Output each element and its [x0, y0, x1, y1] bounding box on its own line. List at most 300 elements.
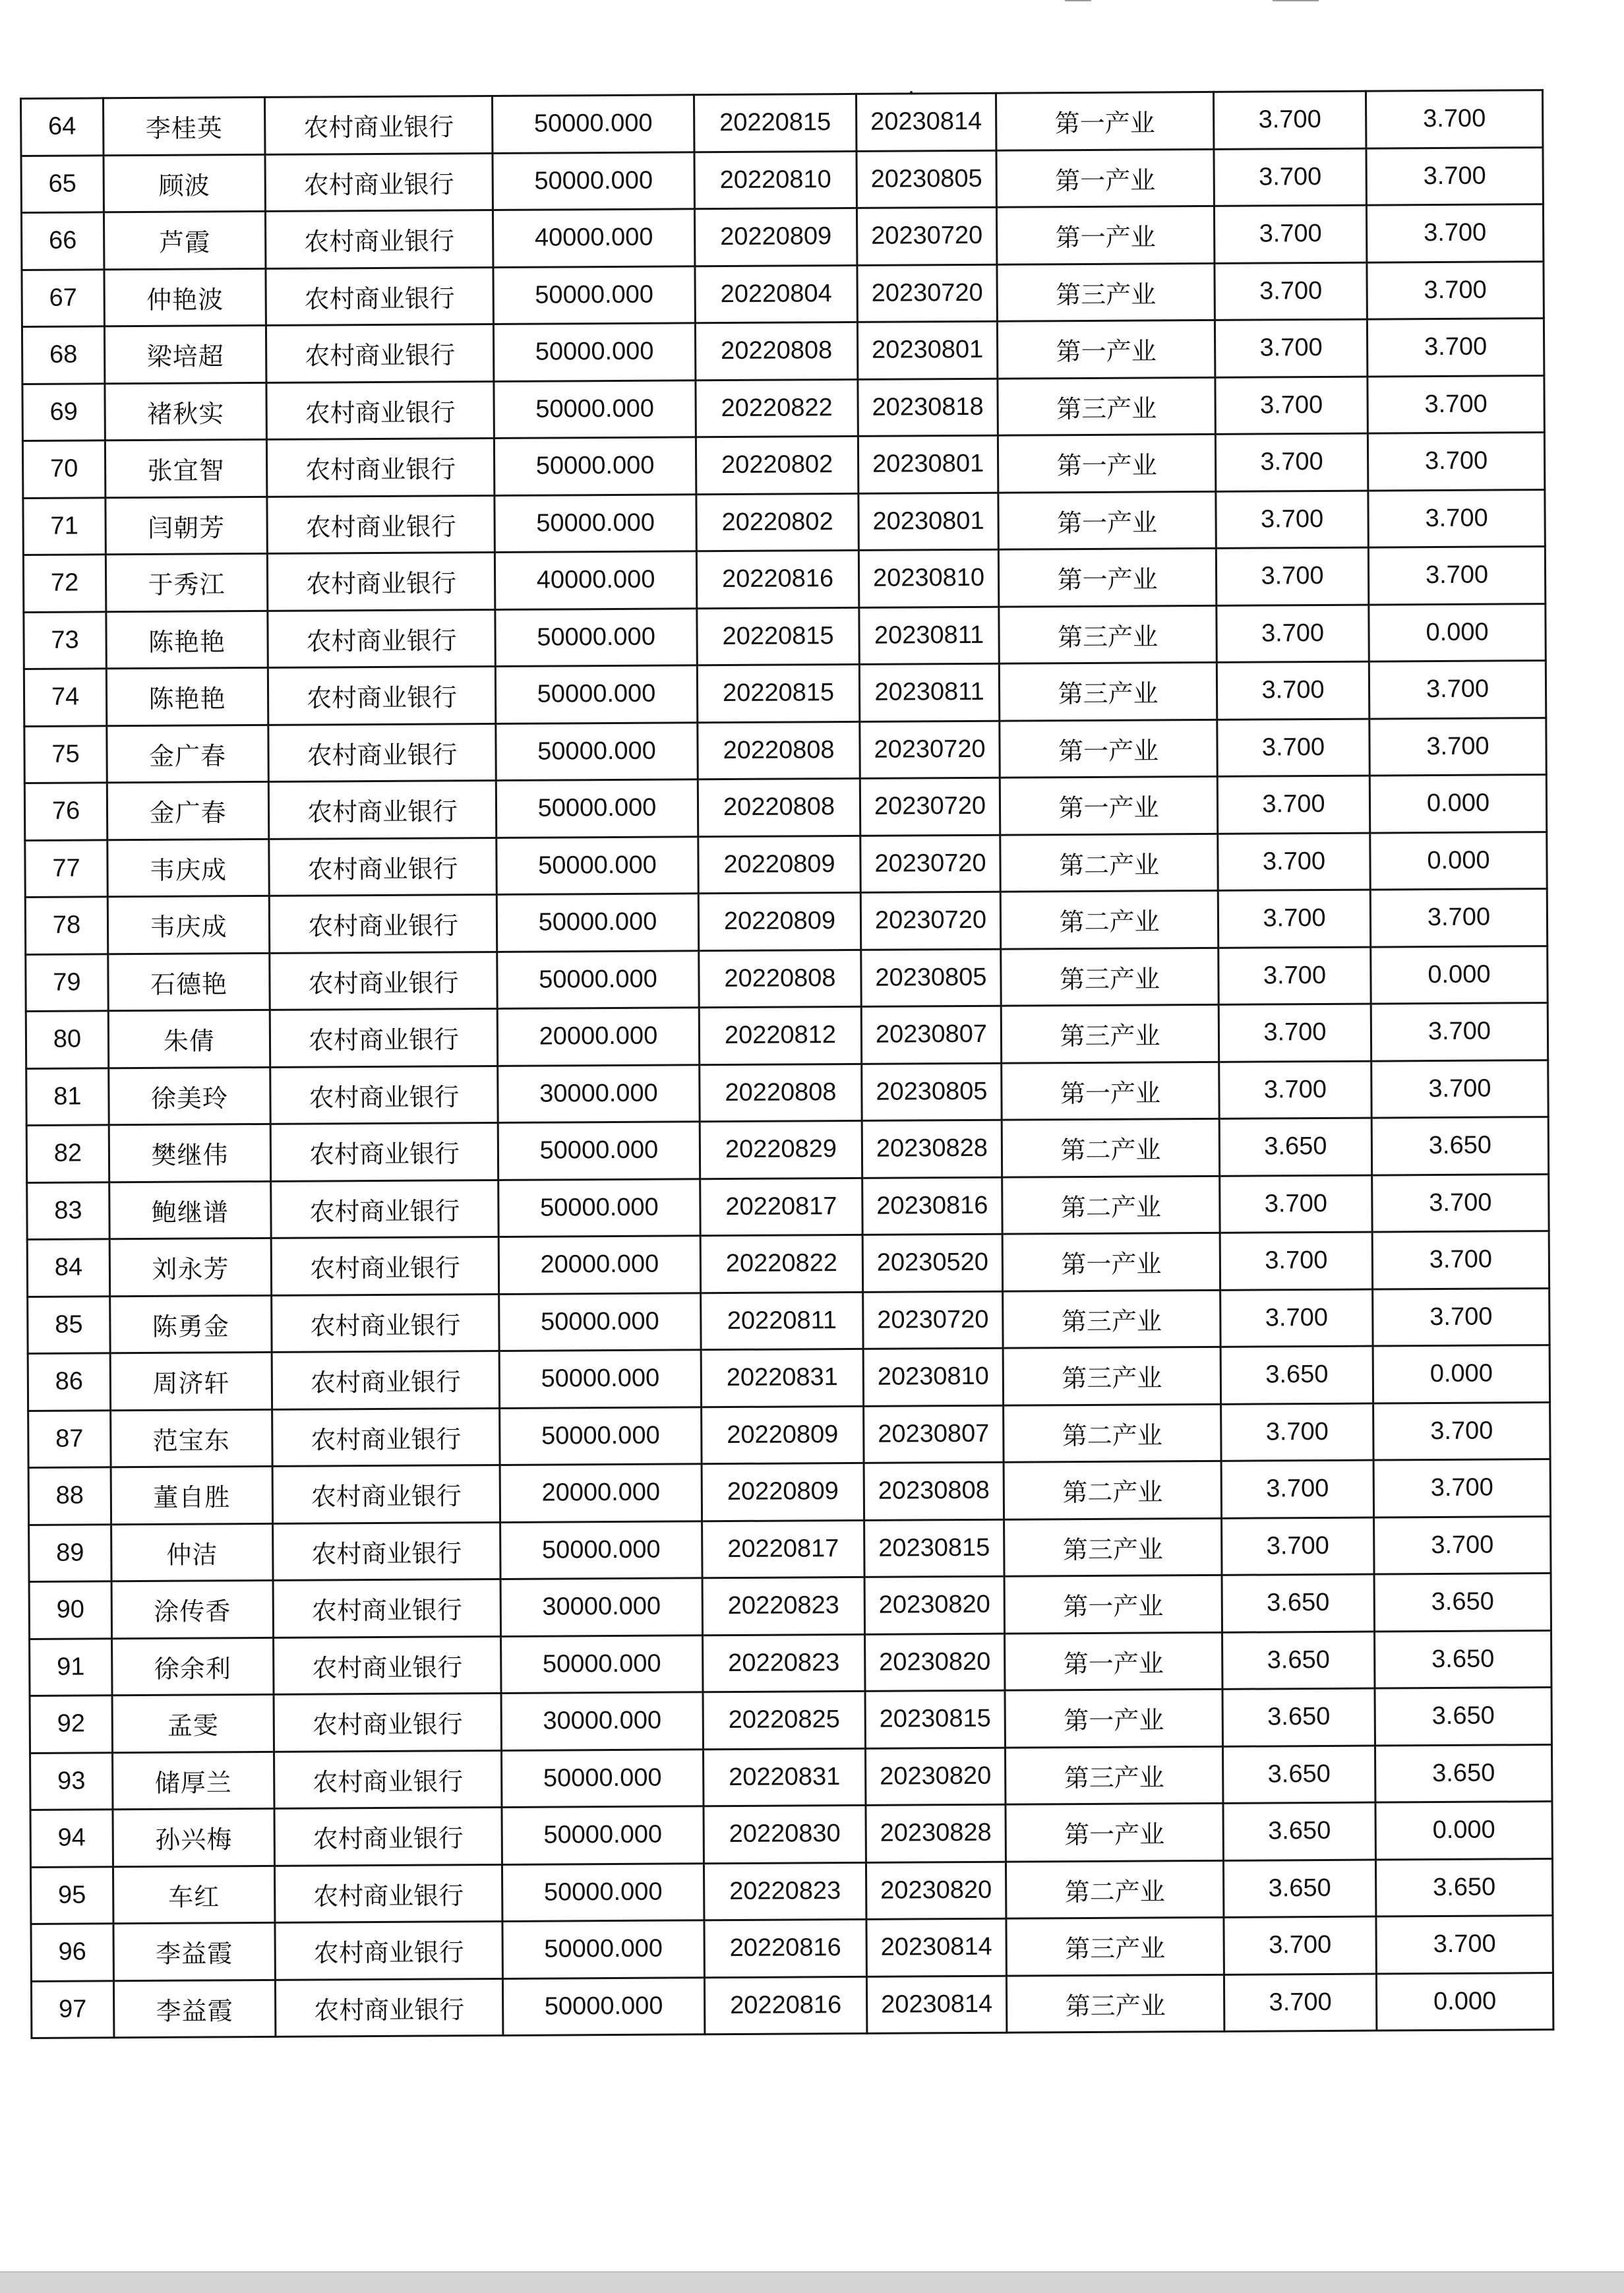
- table-row: [29, 1574, 1551, 1639]
- table-row: [29, 1516, 1551, 1581]
- lender-bank-cell: 农村商业银行: [272, 1465, 500, 1523]
- lender-bank-cell: 农村商业银行: [269, 894, 496, 952]
- industry-sector-cell: 第二产业: [1000, 834, 1218, 892]
- contract-rate-cell: 3.700: [1214, 205, 1366, 263]
- row-number-cell: 87: [28, 1410, 111, 1467]
- row-number-cell: 94: [30, 1810, 113, 1867]
- row-number-cell: 80: [26, 1011, 108, 1068]
- actual-rate-cell: 0.000: [1376, 1972, 1553, 2031]
- loan-end-date-cell: 20230720: [860, 721, 1000, 779]
- contract-rate-cell: 3.700: [1221, 1403, 1373, 1461]
- lender-bank-cell: 农村商业银行: [265, 153, 493, 211]
- loan-start-date-cell: 20220810: [694, 151, 857, 209]
- borrower-name-cell: 顾波: [104, 154, 265, 212]
- loan-end-date-cell: 20230828: [866, 1804, 1006, 1862]
- lender-bank-cell: 农村商业银行: [267, 552, 495, 610]
- table-row: [23, 489, 1545, 555]
- loan-end-date-cell: 20230805: [862, 1063, 1002, 1121]
- loan-end-date-cell: 20230811: [859, 607, 999, 665]
- loan-end-date-cell: 20230816: [862, 1177, 1002, 1235]
- row-number-cell: 75: [24, 725, 107, 783]
- contract-rate-cell: 3.650: [1222, 1574, 1374, 1632]
- loan-amount-cell: 50000.000: [500, 1521, 702, 1579]
- loan-start-date-cell: 20220816: [696, 550, 858, 608]
- borrower-name-cell: 孙兴梅: [113, 1808, 274, 1866]
- borrower-name-cell: 董自胜: [111, 1466, 272, 1524]
- industry-sector-cell: 第二产业: [1006, 1860, 1223, 1918]
- row-number-cell: 89: [29, 1524, 111, 1581]
- industry-sector-cell: 第一产业: [1005, 1632, 1222, 1690]
- contract-rate-cell: 3.700: [1218, 1004, 1371, 1062]
- loan-amount-cell: 30000.000: [501, 1692, 703, 1750]
- table-row: [26, 1060, 1548, 1125]
- lender-bank-cell: 农村商业银行: [274, 1807, 502, 1865]
- loan-end-date-cell: 20230805: [861, 949, 1001, 1007]
- row-number-cell: 64: [21, 98, 104, 156]
- loan-end-date-cell: 20230814: [866, 1976, 1006, 2034]
- loan-end-date-cell: 20230807: [861, 1006, 1001, 1064]
- row-number-cell: 97: [31, 1980, 113, 2038]
- row-number-cell: 90: [29, 1581, 111, 1639]
- loan-amount-cell: 50000.000: [494, 437, 696, 495]
- loan-amount-cell: 20000.000: [498, 1236, 700, 1294]
- lender-bank-cell: 农村商业银行: [270, 952, 497, 1010]
- table-row: [25, 889, 1547, 954]
- lender-bank-cell: 农村商业银行: [273, 1579, 500, 1637]
- lender-bank-cell: 农村商业银行: [272, 1351, 499, 1409]
- table-row: [31, 1916, 1553, 1981]
- borrower-name-cell: 陈勇金: [110, 1295, 272, 1353]
- contract-rate-cell: 3.700: [1217, 719, 1369, 777]
- loan-end-date-cell: 20230720: [860, 835, 1000, 893]
- industry-sector-cell: 第三产业: [1006, 1917, 1224, 1975]
- loan-end-date-cell: 20230720: [857, 207, 996, 265]
- loan-start-date-cell: 20220809: [698, 836, 860, 894]
- loan-amount-cell: 50000.000: [493, 152, 694, 210]
- contract-rate-cell: 3.700: [1216, 547, 1368, 605]
- lender-bank-cell: 农村商业银行: [268, 723, 496, 781]
- row-number-cell: 85: [28, 1296, 110, 1353]
- lender-bank-cell: 农村商业银行: [273, 1522, 500, 1580]
- actual-rate-cell: 0.000: [1375, 1802, 1552, 1860]
- loan-start-date-cell: 20220823: [704, 1862, 866, 1920]
- table-row: [23, 547, 1545, 612]
- borrower-name-cell: 李益霞: [113, 1922, 275, 1980]
- contract-rate-cell: 3.700: [1224, 1974, 1376, 2032]
- row-number-cell: 76: [24, 783, 107, 840]
- borrower-name-cell: 韦庆成: [107, 896, 269, 954]
- borrower-name-cell: 李桂英: [104, 97, 265, 155]
- borrower-name-cell: 褚秋实: [105, 382, 266, 441]
- borrower-name-cell: 鲍继谱: [109, 1181, 271, 1239]
- scan-edge-mark: [1273, 0, 1319, 1]
- loan-end-date-cell: 20230820: [865, 1748, 1005, 1806]
- contract-rate-cell: 3.700: [1215, 377, 1368, 435]
- table-row: [24, 718, 1546, 783]
- borrower-name-cell: 车红: [113, 1866, 274, 1924]
- loan-amount-cell: 50000.000: [497, 950, 699, 1008]
- contract-rate-cell: 3.700: [1214, 148, 1366, 206]
- contract-rate-cell: 3.700: [1220, 1289, 1373, 1347]
- industry-sector-cell: 第三产业: [1001, 1004, 1218, 1062]
- loan-end-date-cell: 20230801: [857, 321, 997, 379]
- loan-start-date-cell: 20220809: [698, 892, 860, 950]
- row-number-cell: 86: [28, 1353, 110, 1411]
- actual-rate-cell: 3.650: [1375, 1630, 1551, 1688]
- loan-end-date-cell: 20230820: [866, 1862, 1006, 1920]
- lender-bank-cell: 农村商业银行: [266, 381, 494, 439]
- contract-rate-cell: 3.650: [1219, 1118, 1371, 1176]
- borrower-name-cell: 李益霞: [113, 1980, 275, 2038]
- actual-rate-cell: 3.650: [1375, 1688, 1551, 1746]
- loan-table-body: [21, 90, 1553, 2038]
- lender-bank-cell: 农村商业银行: [270, 1066, 498, 1124]
- loan-table: [20, 89, 1554, 2039]
- contract-rate-cell: 3.700: [1224, 1916, 1376, 1974]
- row-number-cell: 91: [30, 1638, 112, 1696]
- loan-start-date-cell: 20220823: [703, 1634, 865, 1692]
- row-number-cell: 73: [24, 611, 106, 669]
- actual-rate-cell: 3.700: [1367, 319, 1544, 377]
- loan-end-date-cell: 20230720: [860, 892, 1000, 950]
- row-number-cell: 68: [22, 326, 104, 384]
- borrower-name-cell: 仲艳波: [104, 268, 266, 326]
- contract-rate-cell: 3.700: [1221, 1460, 1373, 1518]
- actual-rate-cell: 3.650: [1375, 1858, 1552, 1916]
- contract-rate-cell: 3.700: [1215, 262, 1367, 321]
- row-number-cell: 84: [27, 1239, 109, 1297]
- table-row: [30, 1858, 1552, 1924]
- actual-rate-cell: 0.000: [1369, 603, 1546, 661]
- lender-bank-cell: 农村商业银行: [270, 1122, 498, 1180]
- lender-bank-cell: 农村商业银行: [275, 1978, 502, 2036]
- borrower-name-cell: 樊继伟: [109, 1124, 270, 1182]
- lender-bank-cell: 农村商业银行: [271, 1180, 498, 1238]
- table-row: [31, 1972, 1553, 2038]
- lender-bank-cell: 农村商业银行: [275, 1921, 502, 1979]
- loan-start-date-cell: 20220811: [701, 1292, 863, 1350]
- industry-sector-cell: 第一产业: [998, 491, 1216, 549]
- loan-end-date-cell: 20230814: [866, 1918, 1006, 1976]
- borrower-name-cell: 石德艳: [108, 953, 270, 1011]
- contract-rate-cell: 3.700: [1218, 947, 1371, 1005]
- loan-amount-cell: 50000.000: [495, 665, 697, 723]
- loan-amount-cell: 50000.000: [502, 1920, 704, 1978]
- lender-bank-cell: 农村商业银行: [270, 1008, 497, 1066]
- borrower-name-cell: 朱倩: [108, 1010, 270, 1068]
- contract-rate-cell: 3.650: [1223, 1802, 1375, 1860]
- loan-end-date-cell: 20230810: [863, 1348, 1003, 1406]
- loan-start-date-cell: 20220804: [695, 265, 857, 323]
- table-row: [28, 1288, 1549, 1353]
- borrower-name-cell: 仲洁: [111, 1523, 273, 1581]
- actual-rate-cell: 3.700: [1368, 547, 1545, 605]
- loan-start-date-cell: 20220816: [704, 1976, 866, 2034]
- table-row: [30, 1802, 1552, 1867]
- contract-rate-cell: 3.650: [1220, 1346, 1373, 1404]
- table-row: [27, 1174, 1549, 1239]
- table-row: [26, 1003, 1548, 1068]
- borrower-name-cell: 涂传香: [111, 1580, 273, 1638]
- table-row: [24, 661, 1546, 726]
- actual-rate-cell: 0.000: [1369, 775, 1546, 833]
- borrower-name-cell: 储厚兰: [113, 1752, 274, 1810]
- actual-rate-cell: 3.700: [1373, 1402, 1550, 1460]
- loan-amount-cell: 50000.000: [502, 1863, 704, 1921]
- loan-start-date-cell: 20220825: [703, 1691, 865, 1749]
- loan-amount-cell: 50000.000: [496, 894, 698, 952]
- contract-rate-cell: 3.700: [1217, 776, 1369, 834]
- table-row: [22, 261, 1544, 326]
- borrower-name-cell: 孟雯: [112, 1694, 274, 1752]
- industry-sector-cell: 第三产业: [1001, 948, 1218, 1006]
- industry-sector-cell: 第一产业: [997, 320, 1215, 378]
- table-row: [30, 1744, 1552, 1810]
- row-number-cell: 72: [23, 555, 105, 612]
- row-number-cell: 77: [25, 840, 107, 897]
- loan-start-date-cell: 20220815: [694, 94, 856, 152]
- industry-sector-cell: 第一产业: [998, 548, 1216, 606]
- actual-rate-cell: 3.700: [1369, 718, 1546, 776]
- industry-sector-cell: 第三产业: [999, 605, 1217, 663]
- borrower-name-cell: 周济轩: [110, 1352, 272, 1410]
- table-row: [22, 375, 1544, 441]
- table-row: [28, 1345, 1549, 1411]
- actual-rate-cell: 0.000: [1370, 832, 1547, 890]
- industry-sector-cell: 第二产业: [1004, 1404, 1221, 1462]
- lender-bank-cell: 农村商业银行: [268, 609, 495, 667]
- loan-end-date-cell: 20230805: [857, 150, 996, 208]
- industry-sector-cell: 第二产业: [1002, 1118, 1219, 1177]
- loan-amount-cell: 50000.000: [493, 323, 695, 381]
- loan-end-date-cell: 20230720: [857, 264, 997, 322]
- loan-start-date-cell: 20220808: [695, 322, 857, 380]
- industry-sector-cell: 第一产业: [1005, 1689, 1222, 1747]
- row-number-cell: 78: [25, 897, 107, 954]
- actual-rate-cell: 3.700: [1372, 1174, 1549, 1232]
- loan-end-date-cell: 20230720: [860, 778, 1000, 836]
- loan-end-date-cell: 20230808: [864, 1462, 1004, 1520]
- industry-sector-cell: 第一产业: [996, 92, 1213, 150]
- actual-rate-cell: 3.700: [1368, 433, 1544, 491]
- industry-sector-cell: 第二产业: [1004, 1461, 1221, 1519]
- lender-bank-cell: 农村商业银行: [267, 495, 495, 553]
- loan-amount-cell: 50000.000: [496, 722, 698, 780]
- loan-amount-cell: 50000.000: [494, 380, 696, 438]
- loan-end-date-cell: 20230828: [862, 1120, 1002, 1178]
- lender-bank-cell: 农村商业银行: [274, 1864, 502, 1922]
- lender-bank-cell: 农村商业银行: [265, 210, 493, 268]
- table-row: [22, 433, 1544, 498]
- lender-bank-cell: 农村商业银行: [272, 1294, 499, 1352]
- actual-rate-cell: 3.700: [1376, 1916, 1553, 1974]
- actual-rate-cell: 3.650: [1375, 1744, 1551, 1802]
- borrower-name-cell: 徐余利: [112, 1637, 274, 1696]
- industry-sector-cell: 第二产业: [1002, 1176, 1220, 1234]
- lender-bank-cell: 农村商业银行: [271, 1237, 498, 1295]
- loan-amount-cell: 50000.000: [501, 1635, 703, 1693]
- loan-amount-cell: 20000.000: [497, 1008, 699, 1066]
- loan-start-date-cell: 20220812: [699, 1006, 861, 1064]
- row-number-cell: 74: [24, 669, 106, 726]
- industry-sector-cell: 第一产业: [996, 206, 1214, 264]
- contract-rate-cell: 3.700: [1215, 433, 1368, 491]
- row-number-cell: 66: [21, 212, 104, 270]
- actual-rate-cell: 3.700: [1366, 147, 1543, 205]
- loan-start-date-cell: 20220831: [704, 1748, 866, 1806]
- loan-start-date-cell: 20220809: [694, 208, 857, 266]
- page-bottom-edge: [0, 2271, 1624, 2293]
- loan-end-date-cell: 20230811: [859, 663, 999, 721]
- contract-rate-cell: 3.700: [1218, 833, 1370, 891]
- loan-start-date-cell: 20220809: [702, 1406, 864, 1464]
- loan-start-date-cell: 20220809: [702, 1463, 864, 1521]
- row-number-cell: 96: [31, 1924, 113, 1981]
- loan-start-date-cell: 20220817: [702, 1520, 864, 1578]
- table-row: [21, 90, 1543, 156]
- borrower-name-cell: 韦庆成: [107, 839, 269, 897]
- actual-rate-cell: 3.700: [1371, 1060, 1548, 1118]
- actual-rate-cell: 3.700: [1371, 1003, 1548, 1061]
- industry-sector-cell: 第一产业: [1000, 776, 1217, 834]
- loan-end-date-cell: 20230820: [864, 1576, 1004, 1634]
- row-number-cell: 83: [27, 1182, 109, 1239]
- loan-start-date-cell: 20220808: [700, 1064, 862, 1122]
- lender-bank-cell: 农村商业银行: [272, 1408, 500, 1466]
- loan-amount-cell: 50000.000: [495, 494, 696, 552]
- actual-rate-cell: 3.700: [1373, 1459, 1550, 1517]
- industry-sector-cell: 第三产业: [1005, 1746, 1222, 1804]
- loan-end-date-cell: 20230815: [865, 1690, 1005, 1748]
- loan-end-date-cell: 20230810: [858, 549, 998, 607]
- table-row: [22, 319, 1544, 384]
- table-row: [28, 1402, 1550, 1467]
- borrower-name-cell: 金广春: [107, 725, 268, 783]
- loan-amount-cell: 50000.000: [498, 1122, 700, 1180]
- lender-bank-cell: 农村商业银行: [265, 96, 493, 154]
- actual-rate-cell: 0.000: [1373, 1345, 1549, 1403]
- actual-rate-cell: 3.700: [1367, 261, 1544, 319]
- loan-end-date-cell: 20230520: [862, 1234, 1002, 1292]
- loan-end-date-cell: 20230801: [858, 435, 998, 493]
- row-number-cell: 81: [26, 1068, 109, 1125]
- industry-sector-cell: 第一产业: [1002, 1233, 1220, 1291]
- contract-rate-cell: 3.700: [1217, 605, 1369, 663]
- industry-sector-cell: 第一产业: [998, 434, 1215, 492]
- loan-end-date-cell: 20230807: [864, 1405, 1004, 1463]
- table-row: [26, 946, 1548, 1011]
- table-row: [30, 1630, 1551, 1696]
- borrower-name-cell: 陈艳艳: [106, 667, 268, 725]
- loan-amount-cell: 50000.000: [499, 1293, 701, 1351]
- loan-end-date-cell: 20230814: [856, 93, 996, 151]
- borrower-name-cell: 徐美玲: [109, 1067, 270, 1125]
- borrower-name-cell: 梁培超: [104, 325, 266, 383]
- loan-start-date-cell: 20220817: [700, 1178, 862, 1236]
- industry-sector-cell: 第二产业: [1000, 890, 1218, 948]
- industry-sector-cell: 第一产业: [996, 149, 1214, 207]
- actual-rate-cell: 3.650: [1374, 1574, 1551, 1632]
- loan-start-date-cell: 20220808: [698, 778, 860, 836]
- row-number-cell: 70: [22, 441, 105, 498]
- table-row: [28, 1459, 1550, 1525]
- row-number-cell: 71: [23, 497, 105, 555]
- loan-start-date-cell: 20220802: [696, 493, 858, 551]
- loan-end-date-cell: 20230818: [858, 379, 998, 437]
- borrower-name-cell: 于秀江: [105, 553, 267, 611]
- table-row: [24, 775, 1546, 840]
- lender-bank-cell: 农村商业银行: [268, 666, 495, 724]
- row-number-cell: 79: [26, 954, 108, 1011]
- loan-start-date-cell: 20220815: [697, 664, 859, 722]
- industry-sector-cell: 第三产业: [1006, 1974, 1224, 2033]
- row-number-cell: 69: [22, 383, 105, 441]
- lender-bank-cell: 农村商业银行: [268, 780, 496, 838]
- actual-rate-cell: 3.700: [1368, 489, 1545, 547]
- loan-start-date-cell: 20220816: [704, 1919, 866, 1977]
- loan-start-date-cell: 20220829: [700, 1120, 862, 1178]
- contract-rate-cell: 3.700: [1216, 491, 1368, 549]
- lender-bank-cell: 农村商业银行: [274, 1693, 501, 1751]
- row-number-cell: 65: [21, 155, 104, 212]
- contract-rate-cell: 3.650: [1222, 1632, 1375, 1690]
- actual-rate-cell: 3.700: [1372, 1231, 1549, 1289]
- loan-start-date-cell: 20220830: [704, 1805, 866, 1863]
- table-row: [25, 832, 1547, 897]
- scan-edge-mark: [1065, 0, 1091, 1]
- borrower-name-cell: 陈艳艳: [106, 611, 268, 669]
- industry-sector-cell: 第一产业: [1004, 1575, 1222, 1633]
- loan-end-date-cell: 20230820: [865, 1634, 1005, 1692]
- loan-amount-cell: 30000.000: [500, 1578, 702, 1636]
- loan-amount-cell: 50000.000: [499, 1350, 701, 1408]
- industry-sector-cell: 第一产业: [1002, 1062, 1219, 1120]
- actual-rate-cell: 3.650: [1371, 1117, 1548, 1175]
- table-row: [21, 147, 1543, 212]
- loan-start-date-cell: 20220815: [697, 607, 859, 665]
- row-number-cell: 95: [30, 1866, 113, 1924]
- row-number-cell: 93: [30, 1752, 113, 1810]
- loan-amount-cell: 50000.000: [493, 266, 695, 324]
- industry-sector-cell: 第三产业: [1004, 1518, 1222, 1576]
- industry-sector-cell: 第三产业: [1003, 1290, 1220, 1348]
- actual-rate-cell: 3.700: [1366, 204, 1543, 262]
- loan-end-date-cell: 20230801: [858, 493, 998, 551]
- loan-end-date-cell: 20230720: [863, 1291, 1003, 1349]
- borrower-name-cell: 刘永芳: [109, 1238, 271, 1296]
- row-number-cell: 67: [22, 269, 104, 326]
- borrower-name-cell: 芦霞: [104, 211, 265, 269]
- table-row: [30, 1688, 1551, 1753]
- lender-bank-cell: 农村商业银行: [274, 1750, 502, 1808]
- loan-amount-cell: 40000.000: [495, 551, 696, 609]
- borrower-name-cell: 闫朝芳: [105, 497, 267, 555]
- loan-amount-cell: 50000.000: [495, 608, 697, 666]
- contract-rate-cell: 3.700: [1213, 91, 1366, 149]
- actual-rate-cell: 3.700: [1373, 1288, 1549, 1346]
- industry-sector-cell: 第三产业: [999, 662, 1217, 720]
- row-number-cell: 82: [26, 1125, 109, 1182]
- borrower-name-cell: 张宜智: [105, 439, 266, 497]
- loan-amount-cell: 50000.000: [496, 780, 698, 838]
- contract-rate-cell: 3.700: [1218, 890, 1370, 948]
- loan-amount-cell: 50000.000: [496, 836, 698, 894]
- industry-sector-cell: 第三产业: [998, 377, 1215, 435]
- lender-bank-cell: 农村商业银行: [266, 267, 493, 325]
- loan-amount-cell: 50000.000: [502, 1977, 704, 2035]
- actual-rate-cell: 3.700: [1369, 661, 1546, 719]
- loan-table-container: [20, 98, 1544, 2039]
